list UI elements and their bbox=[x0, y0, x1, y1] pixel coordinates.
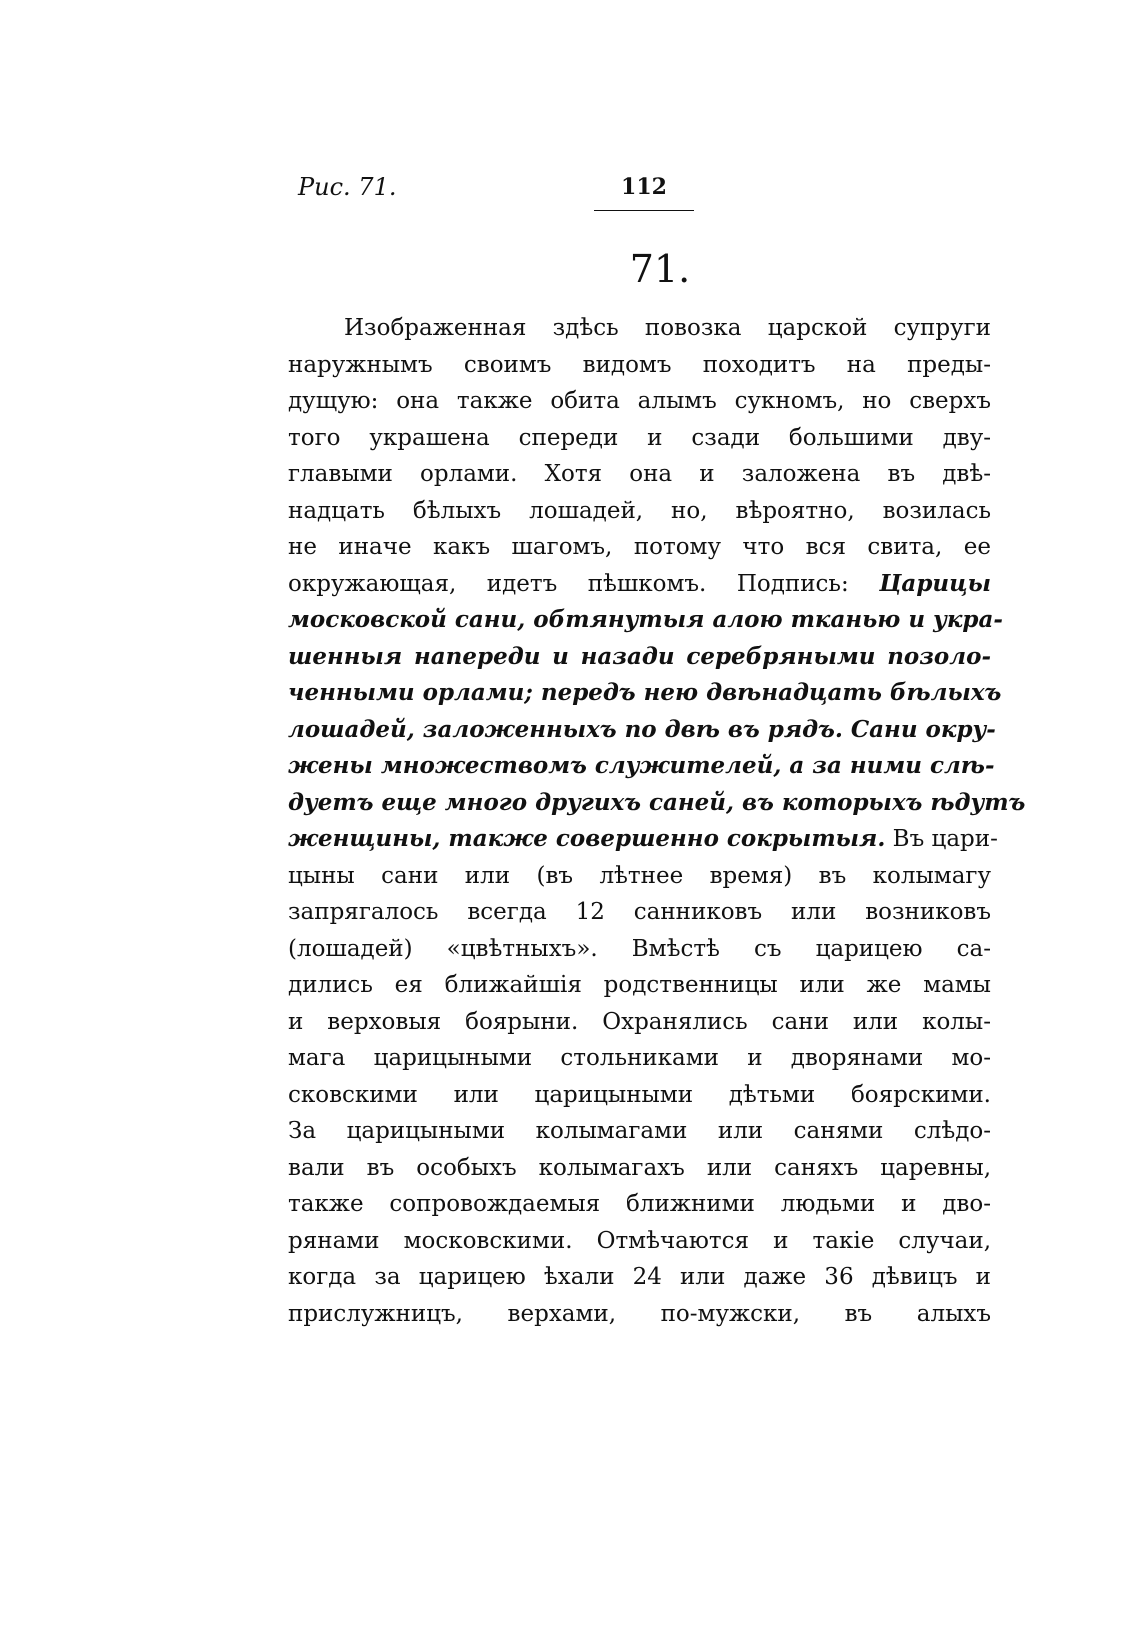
text-line bbox=[288, 1296, 991, 1333]
text-line bbox=[288, 420, 991, 457]
text-line bbox=[288, 347, 991, 384]
text-line bbox=[288, 858, 991, 895]
text-segment: запрягалось всегда 12 санниковъ или возниковъ bbox=[288, 899, 991, 925]
text-line bbox=[288, 1077, 991, 1114]
page-header bbox=[298, 172, 998, 212]
text-segment: наружнымъ своимъ видомъ походитъ на преды- bbox=[288, 351, 991, 378]
text-segment: Изображенная здѣсь повозка царской супруги bbox=[344, 315, 991, 341]
text-segment: (лошадей) «цвѣтныхъ». Вмѣстѣ съ царицею са- bbox=[288, 935, 991, 962]
text-line bbox=[288, 712, 996, 749]
text-segment: вали въ особыхъ колымагахъ или саняхъ царевны, bbox=[288, 1154, 991, 1181]
text-line bbox=[288, 566, 991, 603]
text-line bbox=[288, 675, 1002, 712]
text-segment: главыми орлами. Хотя она и заложена въ двѣ- bbox=[288, 461, 991, 487]
text-segment: рянами московскими. Отмѣчаются и такіе случаи, bbox=[288, 1227, 991, 1254]
text-line bbox=[288, 456, 991, 493]
text-segment: когда за царицею ѣхали 24 или даже 36 дѣвицъ и bbox=[288, 1264, 991, 1290]
text-line bbox=[288, 310, 991, 347]
text-segment: Въ цари- bbox=[885, 826, 998, 852]
text-line bbox=[288, 967, 991, 1004]
page-number: 112 bbox=[621, 174, 667, 200]
figure-label: Рис. 71. bbox=[298, 173, 397, 201]
text-segment: и верховыя боярыни. Охранялись сани или колы- bbox=[288, 1008, 991, 1035]
text-line bbox=[288, 1259, 991, 1296]
italic-caption-segment: Царицы bbox=[879, 569, 991, 597]
italic-caption-segment: ченными орлами; передъ нею двѣнадцать бѣлыхъ bbox=[288, 679, 1002, 706]
text-line bbox=[288, 785, 1026, 822]
page-number-rule bbox=[594, 210, 694, 211]
text-segment: мага царицыными стольниками и дворянами мо- bbox=[288, 1045, 991, 1071]
text-segment: сковскими или царицыными дѣтьми боярскими. bbox=[288, 1081, 991, 1108]
italic-caption-segment: лошадей, заложенныхъ по двѣ въ рядъ. Сани окру- bbox=[288, 715, 996, 743]
italic-caption-segment: жены множествомъ служителей, а за ними слѣ- bbox=[288, 752, 995, 779]
text-line bbox=[288, 894, 991, 931]
text-line bbox=[288, 493, 991, 530]
text-line bbox=[288, 821, 998, 858]
text-segment: дились ея ближайшія родственницы или же мамы bbox=[288, 972, 991, 998]
text-segment: прислужницъ, верхами, по-мужски, въ алыхъ bbox=[288, 1300, 991, 1327]
text-segment: За царицыными колымагами или санями слѣдо- bbox=[288, 1118, 991, 1144]
text-segment: надцать бѣлыхъ лошадей, но, вѣроятно, возилась bbox=[288, 497, 991, 524]
text-line bbox=[288, 602, 1003, 639]
section-heading: 71. bbox=[629, 247, 691, 291]
italic-caption-segment: дуетъ еще много другихъ саней, въ которыхъ ѣдутъ bbox=[288, 788, 1026, 816]
italic-caption-segment: московской сани, обтянутыя алою тканью и укра- bbox=[288, 606, 1003, 633]
text-line bbox=[288, 931, 991, 968]
text-segment: окружающая, идетъ пѣшкомъ. Подпись: bbox=[288, 570, 880, 597]
body-text bbox=[288, 310, 1026, 1332]
text-line bbox=[288, 1186, 991, 1223]
text-line bbox=[288, 748, 995, 785]
italic-caption-segment: шенныя напереди и назади серебряными позоло- bbox=[288, 642, 991, 670]
text-segment: цыны сани или (въ лѣтнее время) въ колымагу bbox=[288, 862, 991, 889]
italic-caption-segment: женщины, также совершенно сокрытыя. bbox=[288, 825, 886, 852]
text-line bbox=[288, 639, 991, 676]
text-line bbox=[288, 1223, 991, 1260]
text-line bbox=[288, 1004, 991, 1041]
text-segment: также сопровождаемыя ближними людьми и дво- bbox=[288, 1191, 991, 1217]
text-segment: дущую: она также обита алымъ сукномъ, но сверхъ bbox=[288, 388, 991, 414]
text-line bbox=[288, 1113, 991, 1150]
text-line bbox=[288, 1040, 991, 1077]
text-segment: не иначе какъ шагомъ, потому что вся свита, ее bbox=[288, 534, 991, 560]
text-segment: того украшена спереди и сзади большими дву- bbox=[288, 424, 991, 451]
text-line bbox=[288, 1150, 991, 1187]
text-line bbox=[288, 529, 991, 566]
text-line bbox=[288, 383, 991, 420]
